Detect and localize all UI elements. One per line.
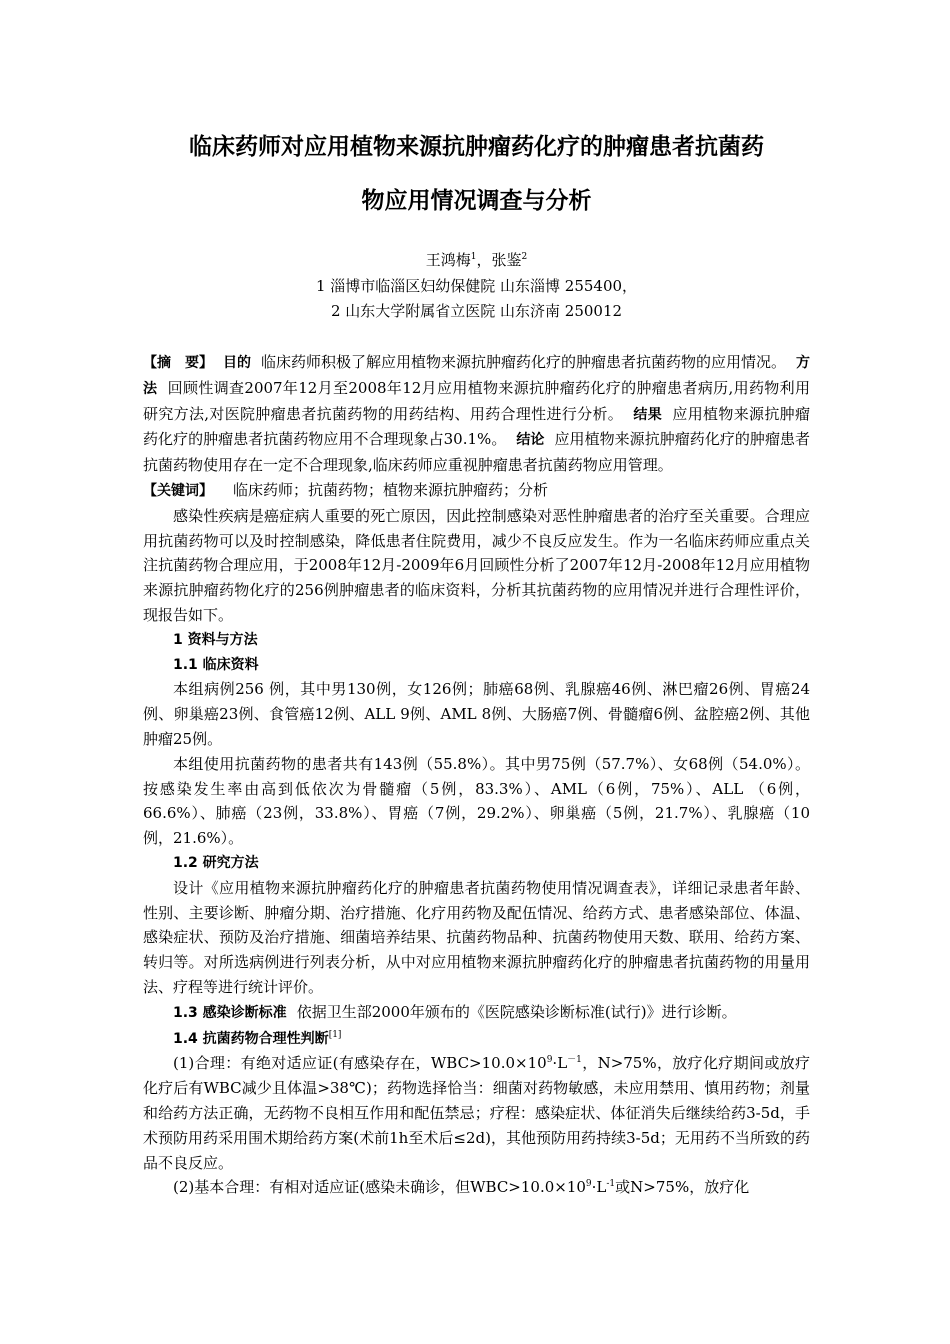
criteria-item-1-text-b: ·L	[552, 1054, 568, 1073]
paper-title-line-2: 物应用情况调查与分析	[361, 188, 592, 214]
criteria-item-2	[143, 1175, 810, 1200]
method-text: 回顾性调查2007年12月至2008年12月应用植物来源抗肿瘤药化疗的肿瘤患者病历,用药物利用研究方法,对医院肿瘤患者抗菌药物的用药结构、用药合理性进行分析。	[143, 378, 810, 423]
affiliation-1: 1 淄博市临淄区妇幼保健院 山东淄博 255400，	[315, 277, 638, 295]
methods-paragraph: 设计《应用植物来源抗肿瘤药化疗的肿瘤患者抗菌药物使用情况调查表》，详细记录患者年龄、性别、主要诊断、肿瘤分期、治疗措施、化疗用药物及配伍情况、给药方式、患者感染部位、体温、感染症状、预防及治疗措施、细菌培养结果、抗菌药物品种、抗菌药物使用天数、联用、给药方案、转归等。对所选病例进行列表分析，从中对应用植物来源抗肿瘤药化疗的肿瘤患者抗菌药物的用量用法、疗程等进行统计评价。	[143, 878, 810, 996]
reference-mark: [1]	[328, 1029, 342, 1040]
section-1-2-heading: 1.2 研究方法	[173, 854, 259, 871]
section-1-3-heading: 1.3 感染诊断标准	[173, 1004, 287, 1021]
criteria-item-2-text-b: ·L	[591, 1178, 607, 1197]
criteria-item-1	[143, 1051, 810, 1175]
exponent: 9	[585, 1179, 592, 1190]
section-1-3	[143, 1000, 810, 1026]
introduction-paragraph: 感染性疾病是癌症病人重要的死亡原因，因此控制感染对恶性肿瘤患者的治疗至关重要。合理应用抗菌药物可以及时控制感染，降低患者住院费用，减少不良反应发生。作为一名临床药师应重点关注抗菌药物合理应用，于2008年12月-2009年6月回顾性分析了2007年12月-2008年12月应用植物来源抗肿瘤药物化疗的256例肿瘤患者的临床资料，分析其抗菌药物的应用情况并进行合理性评价，现报告如下。	[143, 506, 810, 624]
section-1-1-heading: 1.1 临床资料	[173, 656, 259, 673]
keywords	[143, 478, 810, 504]
method-label: 方法	[143, 355, 811, 397]
criteria-item-1-text-c: ，N>75%，放疗化疗期间或放疗化疗后有WBC减少且体温>38℃)；药物选择恰当：细菌对药物敏感，未应用禁用、慎用药物；剂量和给药方法正确，无药物不良相互作用和配伍禁忌；疗程：感染症状、体征消失后继续给药3-5d，手术预防用药采用围术期给药方案(术前1h至术后≤2d)，其他预防用药持续3-5d；无用药不当所致的药品不良反应。	[143, 1054, 810, 1172]
objective-label: 目的	[223, 355, 251, 371]
affiliation-2: 2 山东大学附属省立医院 山东济南 250012	[330, 302, 623, 320]
abstract-label: 【摘 要】	[143, 355, 213, 371]
objective-text: 临床药师积极了解应用植物来源抗肿瘤药化疗的肿瘤患者抗菌药物的应用情况。	[261, 353, 787, 371]
section-1-4-heading-line	[143, 1026, 810, 1052]
criteria-item-2-text-a: (2)基本合理：有相对适应证(感染未确诊，但WBC>10.0×10	[173, 1178, 586, 1197]
author-separator: ，	[476, 251, 492, 269]
keywords-text: 临床药师；抗菌药物；植物来源抗肿瘤药；分析	[233, 480, 549, 499]
exponent: -1	[606, 1179, 616, 1190]
abstract	[143, 350, 810, 478]
paper-title-line-1: 临床药师对应用植物来源抗肿瘤药化疗的肿瘤患者抗菌药	[189, 134, 764, 160]
author-affiliation-mark: 1	[470, 252, 477, 262]
author-list	[143, 250, 810, 270]
section-1-4-heading: 1.4 抗菌药物合理性判断	[173, 1030, 329, 1047]
result-text: 应用植物来源抗肿瘤药化疗的肿瘤患者抗菌药物应用不合理现象占30.1%。	[143, 404, 810, 449]
result-label: 结果	[633, 406, 663, 423]
conclusion-text: 应用植物来源抗肿瘤药化疗的肿瘤患者抗菌药物使用存在一定不合理现象,临床药师应重视肿瘤患者抗菌药物应用管理。	[143, 430, 811, 475]
exponent: －1	[567, 1055, 582, 1066]
clinical-data-paragraph-1: 本组病例256 例，其中男130例，女126例；肺癌68例、乳腺癌46例、淋巴瘤26例、胃癌24例、卵巢癌23例、食管癌12例、ALL 9例、AML 8例、大肠癌7例、骨髓瘤6例、盆腔癌2例、其他肿瘤25例。	[143, 680, 810, 748]
paper-body	[143, 350, 810, 1200]
clinical-data-paragraph-2: 本组使用抗菌药物的患者共有143例（55.8%）。其中男75例（57.7%）、女68例（54.0%）。按感染发生率由高到低依次为骨髓瘤（5例，83.3%）、AML（6例，75%）、ALL （6例，66.6%）、肺癌（23例，33.8%）、胃癌（7例，29.2%）、卵巢癌（5例，21.7%）、乳腺癌（10例，21.6%）。	[143, 754, 810, 848]
section-1-heading: 1 资料与方法	[173, 631, 258, 648]
section-1-3-text: 依据卫生部2000年颁布的《医院感染诊断标准(试行)》进行诊断。	[296, 1002, 737, 1021]
keywords-label: 【关键词】	[143, 482, 213, 499]
author-name: 王鸿梅	[425, 251, 471, 269]
exponent: 9	[546, 1055, 553, 1066]
conclusion-label: 结论	[516, 432, 545, 449]
criteria-item-1-text-a: (1)合理：有绝对适应证(有感染存在，WBC>10.0×10	[173, 1054, 547, 1073]
criteria-item-2-text-c: 或N>75%，放疗化	[615, 1178, 750, 1197]
author-name: 张鉴	[491, 251, 522, 269]
author-affiliation-mark: 2	[521, 252, 528, 262]
